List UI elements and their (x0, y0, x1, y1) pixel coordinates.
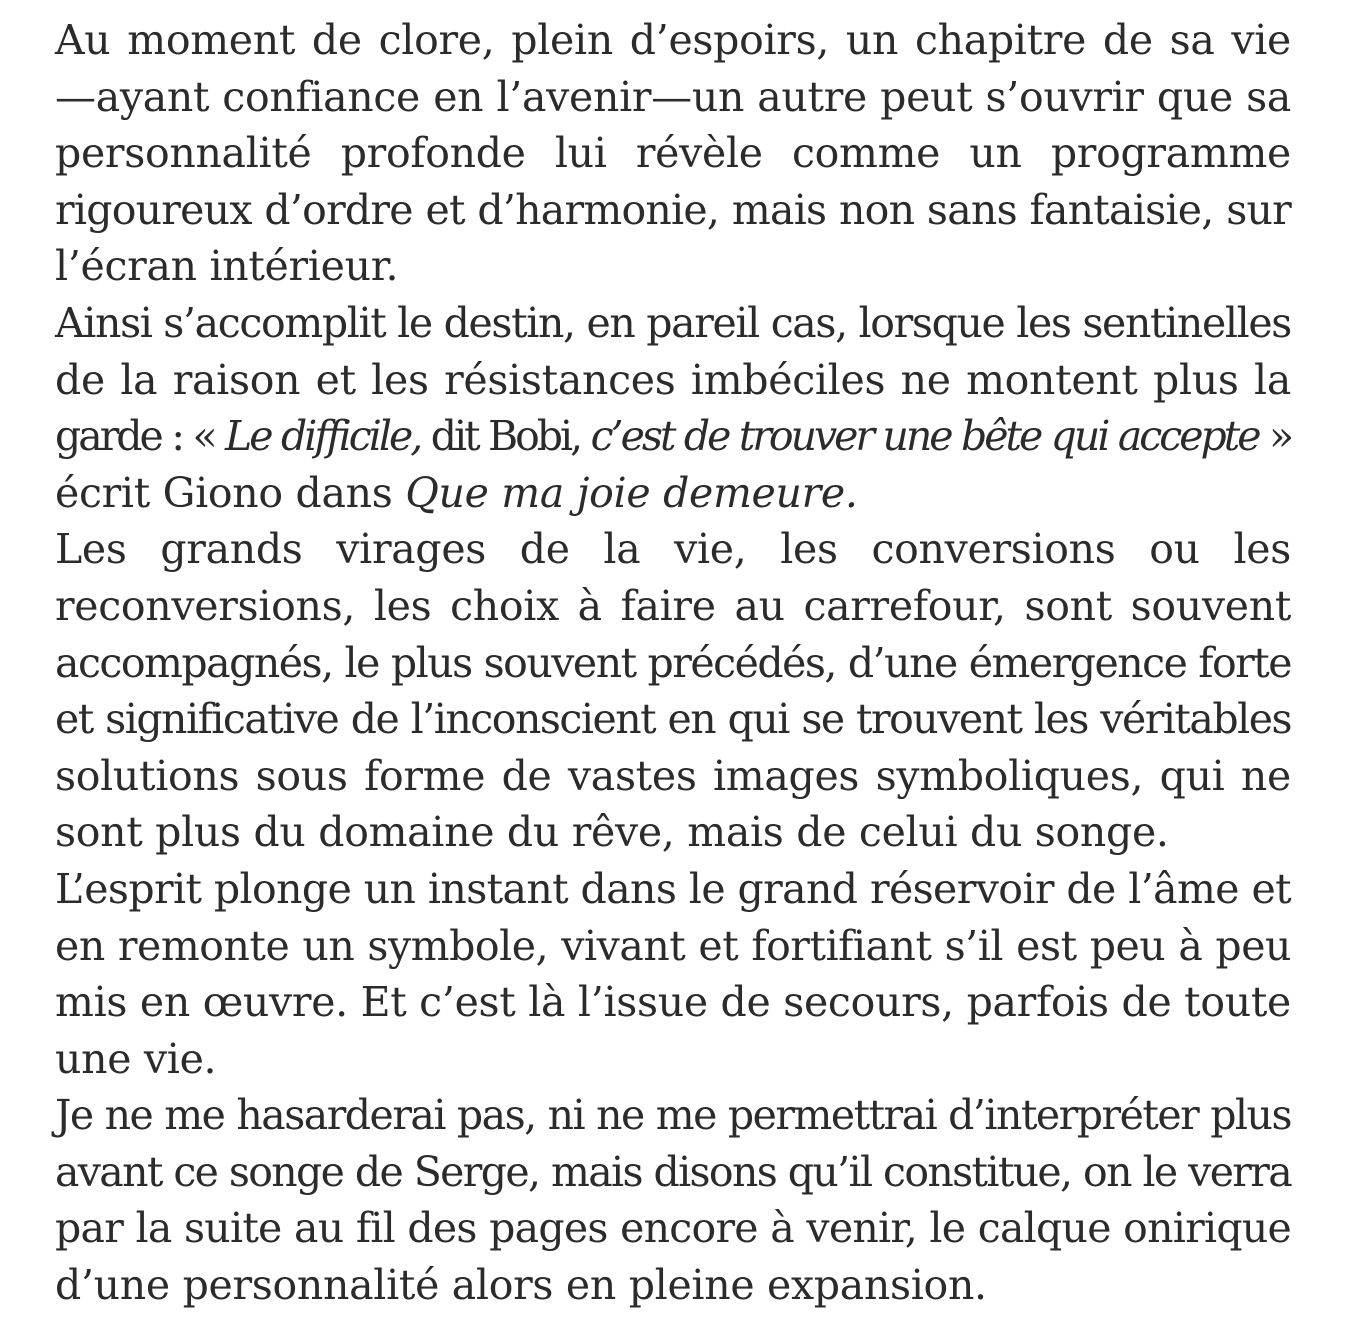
text-line (55, 182, 1291, 239)
text-line (55, 861, 1291, 918)
text-segment: et significative de l’inconscient en qui se trouvent les véritables (55, 695, 1291, 744)
text-line (55, 521, 1291, 578)
text-line (55, 804, 1291, 861)
text-segment: l’écran intérieur. (55, 242, 399, 291)
text-line (55, 691, 1291, 748)
text-line (55, 1200, 1291, 1257)
text-line (55, 295, 1291, 352)
text-segment: » (1258, 412, 1292, 461)
text-segment: dit Bobi, (420, 412, 591, 461)
text-segment: garde : « (55, 412, 226, 461)
italic-text-segment: Le difficile, (225, 412, 421, 461)
document-page (55, 12, 1291, 1314)
text-segment: Je ne me hasarderai pas, ni ne me permettrai d’interpréter plus (55, 1091, 1291, 1140)
paragraph (55, 1087, 1291, 1313)
text-line (55, 125, 1291, 182)
text-segment: Ainsi s’accomplit le destin, en pareil cas, lorsque les sentinelles (55, 298, 1291, 347)
text-line (55, 408, 1291, 465)
text-line (55, 69, 1291, 126)
text-line (55, 1031, 1291, 1088)
paragraph (55, 521, 1291, 861)
italic-text-segment: Que ma joie demeure. (405, 468, 858, 517)
text-segment: une vie. (55, 1034, 217, 1083)
text-line (55, 1144, 1291, 1201)
text-line (55, 748, 1291, 805)
text-segment: par la suite au fil des pages encore à venir, le calque onirique (55, 1204, 1291, 1253)
text-segment: avant ce songe de Serge, mais disons qu’il constitue, on le verra (55, 1147, 1291, 1196)
text-line (55, 918, 1291, 975)
text-segment: en remonte un symbole, vivant et fortifiant s’il est peu à peu (55, 921, 1291, 970)
text-segment: —ayant confiance en l’avenir—un autre peut s’ouvrir que sa (55, 72, 1291, 121)
text-line (55, 352, 1291, 409)
text-segment: solutions sous forme de vastes images symboliques, qui ne (55, 751, 1291, 800)
text-segment: reconversions, les choix à faire au carrefour, sont souvent (55, 581, 1291, 630)
text-segment: d’une personnalité alors en pleine expansion. (55, 1261, 987, 1310)
paragraph (55, 295, 1291, 521)
text-line (55, 974, 1291, 1031)
text-segment: de la raison et les résistances imbéciles ne montent plus la (55, 355, 1291, 404)
text-segment: écrit Giono dans (55, 468, 406, 517)
text-line (55, 12, 1291, 69)
text-segment: mis en œuvre. Et c’est là l’issue de secours, parfois de toute (55, 978, 1291, 1027)
text-line (55, 1257, 1291, 1314)
text-segment: accompagnés, le plus souvent précédés, d’une émergence forte (55, 638, 1291, 687)
text-segment: Les grands virages de la vie, les conversions ou les (55, 525, 1291, 574)
paragraph (55, 12, 1291, 295)
text-segment: Au moment de clore, plein d’espoirs, un chapitre de sa vie (55, 16, 1291, 64)
text-line (55, 238, 1291, 295)
text-segment: rigoureux d’ordre et d’harmonie, mais non sans fantaisie, sur (55, 185, 1291, 234)
text-segment: sont plus du domaine du rêve, mais de celui du songe. (55, 808, 1169, 857)
text-line (55, 578, 1291, 635)
text-line (55, 1087, 1291, 1144)
italic-text-segment: c’est de trouver une bête qui accepte (590, 412, 1259, 461)
text-segment: personnalité profonde lui révèle comme un programme (55, 129, 1291, 178)
text-line (55, 635, 1291, 692)
text-line (55, 465, 1291, 522)
paragraph (55, 861, 1291, 1087)
text-segment: L’esprit plonge un instant dans le grand réservoir de l’âme et (55, 864, 1291, 913)
